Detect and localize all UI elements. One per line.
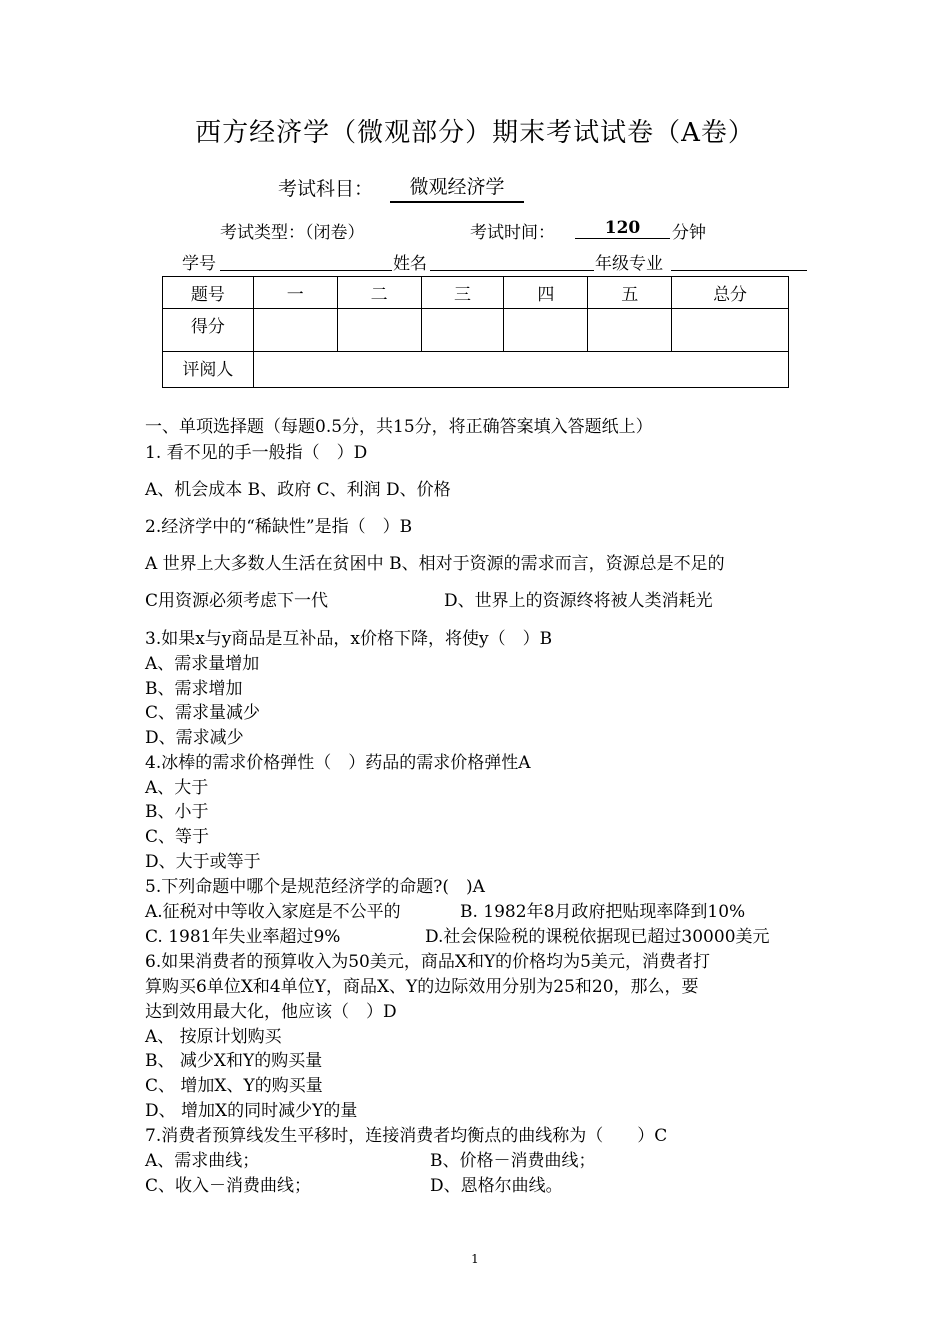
header-cell-3: 三	[421, 277, 504, 309]
q4-option-b: B、小于	[145, 802, 209, 822]
q4-stem: 4.冰棒的需求价格弹性（ ）药品的需求价格弹性A	[145, 753, 531, 773]
q6-stem-line-3: 达到效用最大化，他应该（ ）D	[145, 1002, 397, 1022]
q5-option-d: D.社会保险税的课税依据现已超过30000美元	[425, 927, 770, 947]
header-cell-5: 五	[588, 277, 672, 309]
page-number: 1	[471, 1252, 479, 1266]
subject-label: 考试科目：	[278, 178, 374, 200]
q3-option-a: A、需求量增加	[145, 654, 260, 674]
q6-option-a: A、 按原计划购买	[145, 1027, 282, 1047]
score-table-header-row	[163, 277, 789, 309]
exam-time-value: 120	[575, 218, 670, 239]
score-cell	[337, 309, 421, 352]
q5-stem: 5.下列命题中哪个是规范经济学的命题?( )A	[145, 877, 485, 897]
q5-option-a: A.征税对中等收入家庭是不公平的	[145, 902, 401, 922]
q2-options-ab: A 世界上大多数人生活在贫困中 B、相对于资源的需求而言，资源总是不足的	[145, 554, 725, 574]
q4-option-c: C、等于	[145, 827, 210, 847]
header-cell-total: 总分	[672, 277, 789, 309]
q3-stem: 3.如果x与y商品是互补品，x价格下降，将使y（ ）B	[145, 629, 553, 649]
score-cell	[672, 309, 789, 352]
q2-option-d: D、世界上的资源终将被人类消耗光	[444, 591, 713, 611]
subject-value: 微观经济学	[390, 172, 524, 203]
q7-stem: 7.消费者预算线发生平移时，连接消费者均衡点的曲线称为（ ）C	[145, 1126, 668, 1146]
q5-option-b: B. 1982年8月政府把贴现率降到10%	[460, 902, 746, 922]
score-row-label: 得分	[163, 309, 254, 352]
exam-title: 西方经济学（微观部分）期末考试试卷（A卷）	[195, 118, 755, 148]
q4-option-d: D、大于或等于	[145, 852, 261, 872]
exam-time-label: 考试时间：	[470, 223, 555, 243]
q7-option-b: B、价格－消费曲线；	[430, 1151, 596, 1171]
section-1-heading: 一、单项选择题（每题0.5分，共15分，将正确答案填入答题纸上）	[145, 417, 653, 437]
score-cell	[253, 309, 337, 352]
reviewer-row	[163, 352, 789, 388]
name-blank	[430, 270, 594, 271]
header-cell-2: 二	[337, 277, 421, 309]
q3-option-b: B、需求增加	[145, 679, 243, 699]
q3-option-d: D、需求减少	[145, 728, 244, 748]
q2-stem: 2.经济学中的“稀缺性”是指（ ）B	[145, 517, 413, 537]
reviewer-cell	[253, 352, 788, 388]
student-id-blank	[220, 270, 392, 271]
score-cell	[421, 309, 504, 352]
q3-option-c: C、需求量减少	[145, 703, 261, 723]
score-cell	[504, 309, 588, 352]
q6-option-c: C、 增加X、Y的购买量	[145, 1076, 323, 1096]
q7-option-c: C、收入－消费曲线；	[145, 1176, 312, 1196]
q6-option-d: D、 增加X的同时减少Y的量	[145, 1101, 358, 1121]
q4-option-a: A、大于	[145, 778, 209, 798]
header-cell-4: 四	[504, 277, 588, 309]
q7-option-d: D、恩格尔曲线。	[430, 1176, 563, 1196]
grade-major-label: 年级专业	[595, 254, 663, 274]
header-cell-1: 一	[253, 277, 337, 309]
student-id-label: 学号	[182, 254, 216, 274]
reviewer-row-label: 评阅人	[163, 352, 254, 388]
q6-stem-line-1: 6.如果消费者的预算收入为50美元，商品X和Y的价格均为5美元，消费者打	[145, 952, 710, 972]
score-cell	[588, 309, 672, 352]
q1-stem: 1. 看不见的手一般指（ ）D	[145, 443, 368, 463]
q1-options: A、机会成本 B、政府 C、利润 D、价格	[145, 480, 451, 500]
score-row	[163, 309, 789, 352]
q6-option-b: B、 减少X和Y的购买量	[145, 1051, 323, 1071]
header-cell-question-no: 题号	[163, 277, 254, 309]
q2-option-c: C用资源必须考虑下一代	[145, 591, 329, 611]
exam-time-unit: 分钟	[672, 223, 706, 243]
grade-major-blank	[671, 270, 807, 271]
q7-option-a: A、需求曲线；	[145, 1151, 260, 1171]
name-label: 姓名	[393, 254, 427, 274]
q6-stem-line-2: 算购买6单位X和4单位Y，商品X、Y的边际效用分别为25和20，那么，要	[145, 977, 699, 997]
exam-type: 考试类型：（闭卷）	[220, 223, 365, 243]
q5-option-c: C. 1981年失业率超过9%	[145, 927, 341, 947]
score-table	[162, 276, 789, 388]
